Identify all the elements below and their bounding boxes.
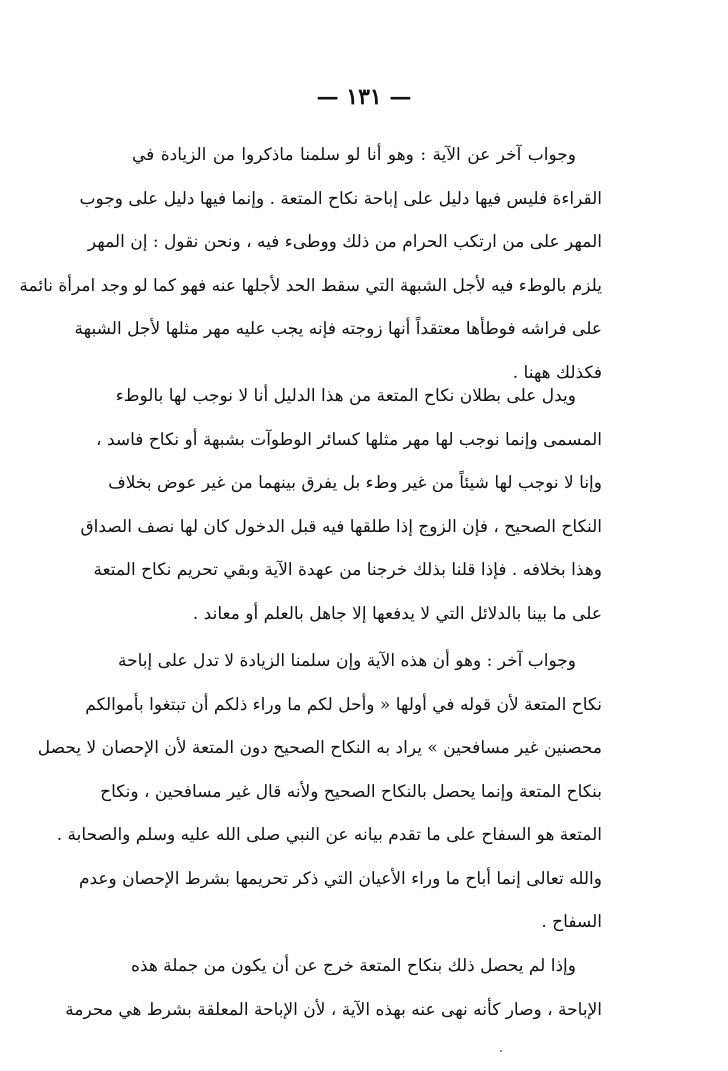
paragraph-line: وجواب آخر عن الآية : وهو أنا لو سلمنا ماذكروا من الزيادة في	[132, 145, 576, 165]
paragraph-line: فكذلك ههنا .	[512, 362, 602, 383]
paragraph-line: يلزم بالوطء فيه لأجل الشبهة التي سقط الحد لأجلها عنه فهو كما لو وجد امرأة نائمة	[19, 275, 602, 296]
paragraph-line: على فراشه فوطأها معتقداً أنها زوجته فإنه يجب عليه مهر مثلها لأجل الشبهة	[74, 319, 602, 339]
paragraph-line: الإباحة ، وصار كأنه نهى عنه بهذه الآية ، لأن الإباحة المعلقة بشرط هي محرمة	[65, 999, 602, 1020]
paragraph-line: على ما بينا بالدلائل التي لا يدفعها إلا جاهل بالعلم أو معاند .	[192, 603, 602, 624]
paragraph-line: ويدل على بطلان نكاح المتعة من هذا الدليل أنا لا نوجب لها بالوطء	[115, 386, 576, 406]
paragraph-2	[80, 375, 602, 636]
paragraph-line: المسمى وإنما نوجب لها مهر مثلها كسائر الوطوآت بشبهة أو نكاح فاسد ،	[96, 429, 602, 450]
paragraph-line: نكاح المتعة لأن قوله في أولها « وأحل لكم ما وراء ذلكم أن تبتغوا بأموالكم	[85, 694, 602, 715]
paragraph-line: القراءة فليس فيها دليل على إباحة نكاح المتعة . وإنما فيها دليل على وجوب	[79, 188, 602, 209]
paragraph-line: محصنين غير مسافحين » يراد به النكاح الصحيح دون المتعة لأن الإحصان لا يحصل	[37, 738, 602, 758]
paragraph-3	[37, 640, 602, 945]
paragraph-line: وإنا لا نوجب لها شيئاً من غير وطء بل يفرق بينهما من غير عوض بخلاف	[108, 473, 602, 493]
paragraph-line: والله تعالى إنما أباح ما وراء الأعيان التي ذكر تحريمها بشرط الإحصان وعدم	[78, 868, 602, 889]
paragraph-line: المتعة هو السفاح على ما تقدم بيانه عن النبي صلى الله عليه وسلم والصحابة .	[56, 825, 602, 845]
paragraph-line: المهر على من ارتكب الحرام من ذلك ووطىء فيه ، ونحن نقول : إن المهر	[87, 232, 602, 252]
paragraph-1	[19, 134, 602, 395]
paragraph-line: وإذا لم يحصل ذلك بنكاح المتعة خرج عن أن يكون من جملة هذه	[130, 956, 576, 976]
paragraph-line: السفاح .	[541, 912, 602, 932]
paragraph-line: وهذا بخلافه . فإذا قلنا بذلك خرجنا من عهدة الآية وبقي تحريم نكاح المتعة	[93, 560, 602, 580]
paragraph-line: بنكاح المتعة وإنما يحصل بالنكاح الصحيح ولأنه قال غير مسافحين ، ونكاح	[100, 781, 602, 802]
paragraph-4	[65, 945, 602, 1032]
paragraph-line: وجواب آخر : وهو أن هذه الآية وإن سلمنا الزيادة لا تدل على إباحة	[117, 651, 576, 671]
paragraph-line: النكاح الصحيح ، فإن الزوج إذا طلقها فيه قبل الدخول كان لها نصف الصداق	[80, 516, 602, 537]
page-number: — ١٣١ —	[316, 84, 412, 110]
scan-speck	[500, 1050, 502, 1052]
